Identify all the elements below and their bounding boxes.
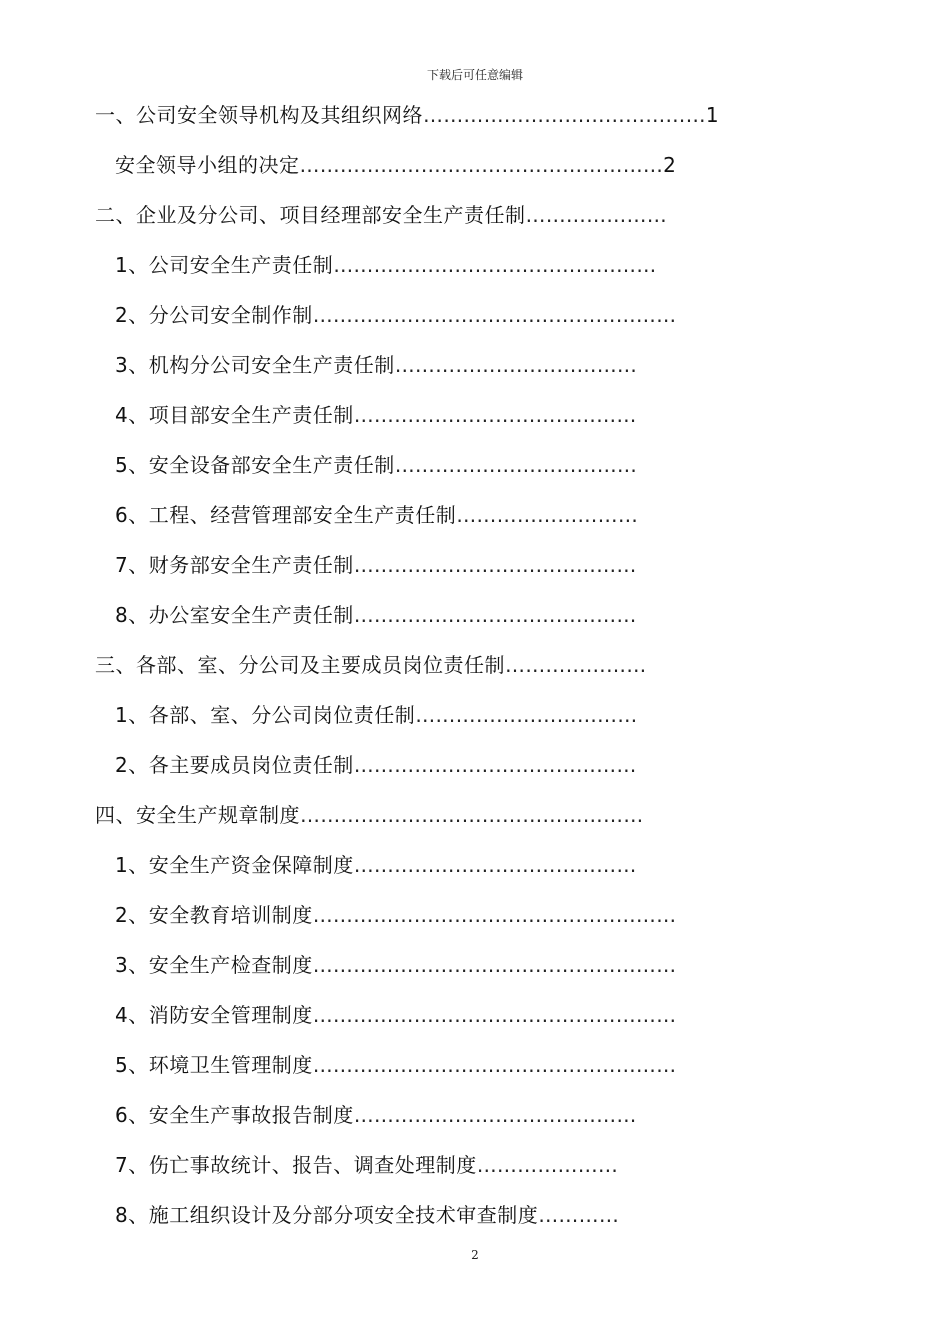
- toc-leader-dots: ………………………………………………: [312, 953, 677, 977]
- toc-entry: [115, 295, 676, 335]
- toc-entry-title: 7、伤亡事故统计、报告、调查处理制度: [115, 1153, 477, 1177]
- toc-entry: [115, 745, 637, 785]
- toc-entry: [95, 645, 646, 685]
- toc-entry-title: 5、环境卫生管理制度: [115, 1053, 313, 1077]
- toc-leader-dots: ………………………: [456, 503, 639, 527]
- toc-entry: [115, 845, 637, 885]
- toc-entry: [115, 445, 637, 485]
- toc-leader-dots: ………………………………………………: [312, 303, 677, 327]
- toc-leader-dots: …………………: [505, 653, 647, 677]
- toc-entry-title: 2、各主要成员岗位责任制: [115, 753, 354, 777]
- toc-leader-dots: ………………………………………………: [312, 1053, 677, 1077]
- toc-entry: [115, 995, 676, 1035]
- toc-leader-dots: …………………: [525, 203, 667, 227]
- toc-entry-title: 8、办公室安全生产责任制: [115, 603, 354, 627]
- toc-leader-dots: ……………………………………: [423, 103, 706, 127]
- toc-entry: [115, 1095, 637, 1135]
- toc-leader-dots: ……………………………………: [353, 603, 637, 627]
- toc-leader-dots: ……………………………………………: [300, 803, 644, 827]
- toc-entry: [95, 795, 643, 835]
- toc-entry-title: 四、安全生产规章制度: [95, 803, 300, 827]
- toc-entry: [115, 1145, 618, 1185]
- toc-leader-dots: …………………………………………: [333, 253, 657, 277]
- toc-entry-title: 2、分公司安全制作制: [115, 303, 313, 327]
- toc-entry-title: 6、安全生产事故报告制度: [115, 1103, 354, 1127]
- toc-leader-dots: ………………………………………………: [312, 903, 677, 927]
- toc-entry: [95, 195, 667, 235]
- toc-entry: [115, 545, 637, 585]
- toc-entry-title: 1、公司安全生产责任制: [115, 253, 334, 277]
- toc-entry: [95, 95, 719, 135]
- toc-page-number: 1: [705, 103, 720, 127]
- toc-entry-title: 4、消防安全管理制度: [115, 1003, 313, 1027]
- page-number: 2: [471, 1248, 479, 1262]
- toc-entry: [115, 595, 637, 635]
- toc-leader-dots: ………………………………………………: [312, 1003, 677, 1027]
- toc-entry-title: 7、财务部安全生产责任制: [115, 553, 354, 577]
- toc-entry: [115, 495, 638, 535]
- toc-entry-title: 一、公司安全领导机构及其组织网络: [95, 103, 423, 127]
- toc-entry-title: 8、施工组织设计及分部分项安全技术审查制度: [115, 1203, 539, 1227]
- toc-entry: [115, 895, 676, 935]
- toc-entry: [115, 345, 637, 385]
- toc-leader-dots: ………………………………………………: [299, 153, 664, 177]
- toc-leader-dots: ……………………………………: [353, 553, 637, 577]
- toc-entry-title: 4、项目部安全生产责任制: [115, 403, 354, 427]
- toc-leader-dots: …………………: [476, 1153, 619, 1177]
- toc-entry-title: 6、工程、经营管理部安全生产责任制: [115, 503, 457, 527]
- toc-entry-title: 1、各部、室、分公司岗位责任制: [115, 703, 416, 727]
- toc-leader-dots: ……………………………………: [353, 853, 637, 877]
- toc-entry: [115, 395, 637, 435]
- toc-leader-dots: ……………………………………: [353, 403, 637, 427]
- toc-leader-dots: ……………………………………: [353, 753, 637, 777]
- toc-leader-dots: ……………………………: [415, 703, 638, 727]
- toc-leader-dots: ………………………………: [394, 353, 638, 377]
- toc-entry: [115, 1045, 676, 1085]
- toc-entry: [115, 945, 676, 985]
- page-header: 下载后可任意编辑: [426, 68, 523, 82]
- toc-leader-dots: …………: [538, 1203, 620, 1227]
- toc-entry-title: 安全领导小组的决定: [115, 153, 300, 177]
- toc-entry-title: 1、安全生产资金保障制度: [115, 853, 354, 877]
- toc-entry-title: 5、安全设备部安全生产责任制: [115, 453, 395, 477]
- toc-entry: [115, 145, 676, 185]
- toc-page-number: 2: [663, 153, 677, 177]
- toc-leader-dots: ………………………………: [394, 453, 638, 477]
- toc-entry: [115, 695, 637, 735]
- toc-leader-dots: ……………………………………: [353, 1103, 637, 1127]
- toc-entry-title: 3、机构分公司安全生产责任制: [115, 353, 395, 377]
- toc-entry-title: 3、安全生产检查制度: [115, 953, 313, 977]
- toc-entry: [115, 1195, 619, 1235]
- toc-entry-title: 三、各部、室、分公司及主要成员岗位责任制: [95, 653, 505, 677]
- toc-entry-title: 二、企业及分公司、项目经理部安全生产责任制: [95, 203, 526, 227]
- toc-entry: [115, 245, 656, 285]
- toc-entry-title: 2、安全教育培训制度: [115, 903, 313, 927]
